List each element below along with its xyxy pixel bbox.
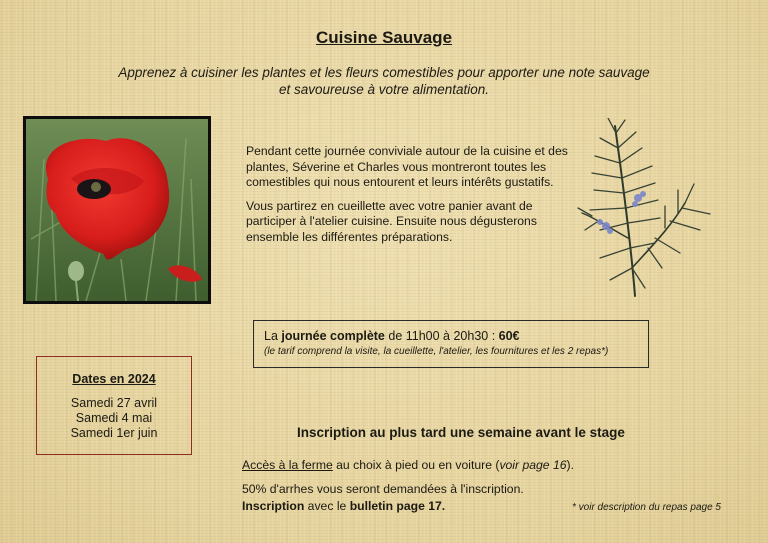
intro-paragraph-1: Pendant cette journée conviviale autour de la cuisine et des plantes, Séverine et Charles vous montreront toutes les comestibles qui nous entourent et leurs intérêts gustatifs. xyxy=(246,144,568,189)
bulletin-mid: avec le xyxy=(304,499,350,513)
poppy-image-icon xyxy=(26,119,208,301)
price-hours: de 11h00 à 20h30 : xyxy=(384,329,499,343)
price-line xyxy=(264,328,638,345)
access-text: au choix à pied ou en voiture ( xyxy=(332,458,500,472)
subtitle-line-2: et savoureuse à votre alimentation. xyxy=(278,82,490,97)
price-amount: 60€ xyxy=(498,329,520,343)
dates-box xyxy=(36,356,192,455)
deposit-text: 50% d'arrhes vous seront demandées à l'inscription. xyxy=(242,482,524,496)
access-end: ). xyxy=(566,458,574,472)
rosemary-icon xyxy=(570,118,720,303)
date-item: Samedi 1er juin xyxy=(70,426,158,440)
intro-text xyxy=(246,144,576,253)
date-item: Samedi 4 mai xyxy=(75,411,153,425)
subtitle-line-1: Apprenez à cuisiner les plantes et les fleurs comestibles pour apporter une note sauvage xyxy=(118,65,650,80)
price-box xyxy=(253,320,649,368)
bulletin-page-ref: bulletin page 17. xyxy=(349,499,446,513)
dates-list xyxy=(37,396,191,441)
access-page-ref: voir page 16 xyxy=(499,458,567,472)
registration-deadline: Inscription au plus tard une semaine avant le stage xyxy=(297,425,625,440)
date-item: Samedi 27 avril xyxy=(70,396,158,410)
farm-access-line xyxy=(242,458,574,472)
page-title: Cuisine Sauvage xyxy=(315,28,453,47)
farm-access-link[interactable]: Accès à la ferme xyxy=(242,458,333,472)
price-prefix: La xyxy=(264,329,282,343)
intro-paragraph-2: Vous partirez en cueillette avec votre panier avant de participer à l'atelier cuisine. Ensuite nous dégusterons ensemble les différentes préparations. xyxy=(246,198,537,244)
subtitle xyxy=(60,64,708,98)
bulletin-line xyxy=(242,499,445,513)
price-note: (le tarif comprend la visite, la cueillette, l'atelier, les fournitures et les 2 repas*) xyxy=(264,346,609,357)
meal-footnote: * voir description du repas page 5 xyxy=(572,502,721,513)
poppy-photo xyxy=(23,116,211,304)
price-label: journée complète xyxy=(281,329,385,343)
bulletin-label: Inscription xyxy=(242,499,305,513)
dates-title: Dates en 2024 xyxy=(72,372,156,386)
rosemary-illustration xyxy=(570,118,720,303)
